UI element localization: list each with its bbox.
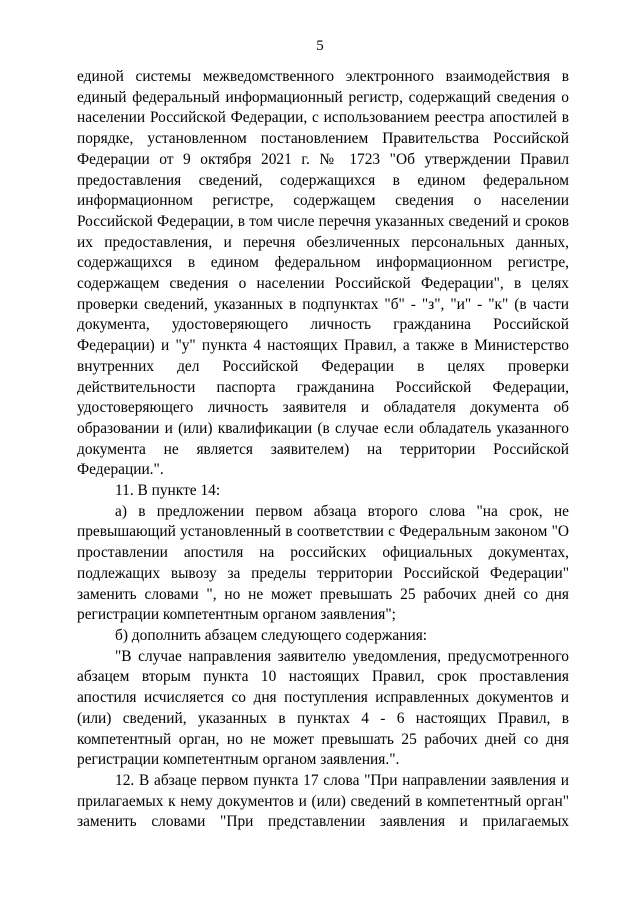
paragraph-subitem-b: б) дополнить абзацем следующего содержания: xyxy=(115,626,428,644)
paragraph-item-11: 11. В пункте 14: xyxy=(115,482,221,500)
paragraph-subitem-a: а) в предложении первом абзаца второго слова "на срок, не превышающий установленный в соответствии с Федеральным законом "О проставлении апостиля на российских официальных документах, подлежащих вывозу за пределы территории Российской Федерации" заменить словами ", но не может превышать 25 рабочих дней со дня регистрации компетентным органом заявления"; xyxy=(77,502,569,624)
paragraph-continuation: единой системы межведомственного электронного взаимодействия в единый федеральный информационный регистр, содержащий сведения о населении Российской Федерации, с использованием реестра апостилей в порядке, установленном постановлением Правительства Российской Федерации от 9 октября 2021 г. № 1723 "Об утверждении Правил предоставления сведений, содержащихся в едином федеральном информационном регистре, содержащем сведения о населении Российской Федерации, в том числе перечня указанных сведений и сроков их предоставления, и перечня обезличенных персональных данных, содержащихся в едином федеральном информационном регистре, содержащем сведения о населении Российской Федерации", в целях проверки сведений, указанных в подпунктах "б" - "з", "и" - "к" (в части документа, удостоверяющего личность гражданина Российской Федерации) и "у" пункта 4 настоящих Правил, а также в Министерство внутренних дел Российской Федерации в целях проверки действительности паспорта гражданина Российской Федерации, удостоверяющего личность заявителя и обладателя документа об образовании и (или) квалификации (в случае если обладатель указанного документа не является заявителем) на территории Российской Федерации.". xyxy=(77,68,569,479)
paragraph-item-12: 12. В абзаце первом пункта 17 слова "При направлении заявления и прилагаемых к нему документов и (или) сведений в компетентный орган" заменить словами "При представлении заявления и прилагаемых xyxy=(77,771,569,831)
paragraph-quoted-addition: "В случае направления заявителю уведомления, предусмотренного абзацем вторым пункта 10 настоящих Правил, срок проставления апостиля исчисляется со дня поступления исправленных документов и (или) сведений, указанных в пунктах 4 - 6 настоящих Правил, в компетентный орган, но не может превышать 25 рабочих дней со дня регистрации компетентным органом заявления.". xyxy=(77,647,569,769)
document-body xyxy=(77,67,569,833)
page-number: 5 xyxy=(316,38,324,54)
